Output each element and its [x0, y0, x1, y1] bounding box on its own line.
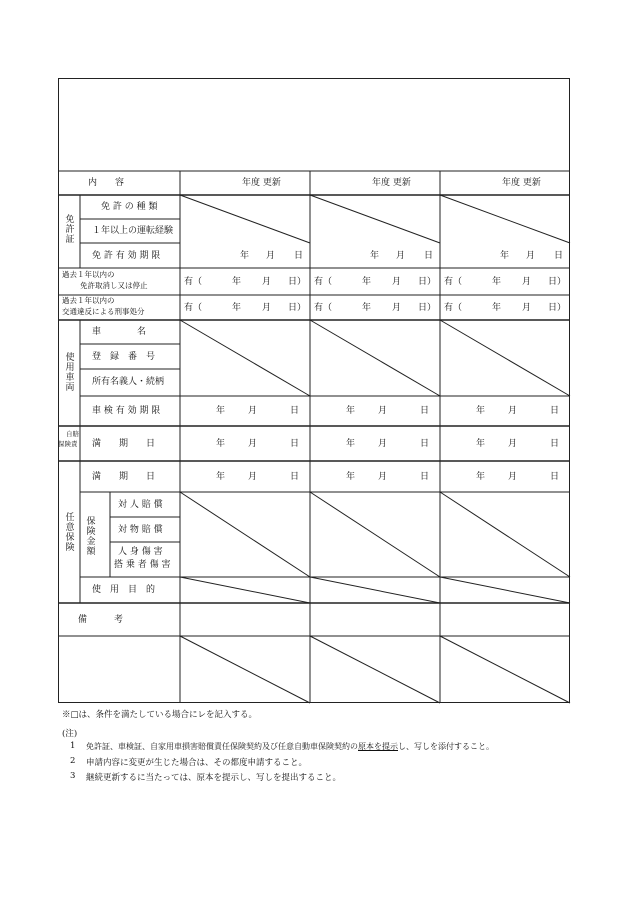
inspection-day-3: 日: [550, 406, 560, 416]
passenger-injury-label: 搭 乗 者 傷 害: [114, 560, 171, 570]
vehicle-group-label: 使用車両: [63, 352, 74, 392]
license-month-2: 月: [396, 251, 406, 261]
compulsory-year-1: 年: [216, 439, 226, 449]
voluntary-insurance-group-label: 任意保険: [63, 512, 74, 552]
violation-entry-1-month: 月: [262, 303, 272, 313]
license-year-1: 年: [240, 251, 250, 261]
voluntary-month-3: 月: [508, 472, 518, 482]
suspension-label-2: 免許取消し又は停止: [80, 281, 148, 290]
year-update-3: 年度 更新: [502, 178, 541, 188]
violation-entry-1-open: 有（: [184, 303, 203, 313]
year-update-1: 年度 更新: [242, 178, 281, 188]
suspension-entry-2-year: 年: [362, 277, 372, 287]
inspection-day-2: 日: [420, 406, 430, 416]
suspension-entry-3-open: 有（: [444, 277, 463, 287]
violation-entry-2-month: 月: [392, 303, 402, 313]
inspection-year-2: 年: [346, 406, 356, 416]
compulsory-day-3: 日: [550, 439, 560, 449]
license-day-1: 日: [294, 251, 304, 261]
year-update-2: 年度 更新: [372, 178, 411, 188]
content-header: 内 容: [88, 178, 125, 188]
license-month-1: 月: [266, 251, 276, 261]
owner-relationship-label: 所有名義人・続柄: [92, 377, 165, 387]
compulsory-insurance-label-2: 保険責: [58, 440, 78, 448]
compulsory-month-3: 月: [508, 439, 518, 449]
compulsory-month-1: 月: [248, 439, 258, 449]
license-month-3: 月: [526, 251, 536, 261]
compulsory-year-2: 年: [346, 439, 356, 449]
inspection-day-1: 日: [290, 406, 300, 416]
suspension-label-1: 過去１年以内の: [62, 270, 115, 279]
license-validity-label: 免 許 有 効 期 限: [92, 251, 161, 261]
note-2-number: 2: [70, 756, 76, 766]
inspection-month-3: 月: [508, 406, 518, 416]
notes-heading: (注): [62, 729, 78, 739]
note-1-number: 1: [70, 741, 76, 751]
compulsory-insurance-label-1: 自賠: [66, 430, 79, 438]
voluntary-month-2: 月: [378, 472, 388, 482]
suspension-entry-1-year: 年: [232, 277, 242, 287]
inspection-year-1: 年: [216, 406, 226, 416]
note-3-text: 継続更新するに当たっては、原本を提示し、写しを提出すること。: [86, 773, 342, 783]
note-2-text: 申請内容に変更が生じた場合は、その都度申請すること。: [86, 758, 308, 768]
violation-entry-1-year: 年: [232, 303, 242, 313]
compulsory-day-1: 日: [290, 439, 300, 449]
suspension-entry-3-year: 年: [492, 277, 502, 287]
license-group-label: 免許証: [63, 214, 74, 244]
license-day-2: 日: [424, 251, 434, 261]
violation-entry-3-month: 月: [522, 303, 532, 313]
suspension-entry-2-day: 日）: [418, 277, 437, 287]
violation-entry-2-year: 年: [362, 303, 372, 313]
voluntary-year-1: 年: [216, 472, 226, 482]
license-year-2: 年: [370, 251, 380, 261]
violation-entry-2-open: 有（: [314, 303, 333, 313]
suspension-entry-1-day: 日）: [288, 277, 307, 287]
voluntary-year-3: 年: [476, 472, 486, 482]
compulsory-expiry-label: 満 期 日: [92, 439, 156, 449]
registration-number-label: 登 録 番 号: [92, 352, 156, 362]
suspension-entry-1-open: 有（: [184, 277, 203, 287]
violation-entry-3-day: 日）: [548, 303, 567, 313]
license-type-label: 免 許 の 種 類: [101, 202, 158, 212]
suspension-entry-2-month: 月: [392, 277, 402, 287]
driving-experience-label: １年以上の運転経験: [92, 226, 174, 236]
violation-entry-3-year: 年: [492, 303, 502, 313]
inspection-month-2: 月: [378, 406, 388, 416]
violation-entry-1-day: 日）: [288, 303, 307, 313]
insurance-amount-label: 保険金額: [84, 516, 95, 556]
voluntary-day-3: 日: [550, 472, 560, 482]
voluntary-expiry-label: 満 期 日: [92, 472, 156, 482]
compulsory-day-2: 日: [420, 439, 430, 449]
property-liability-label: 対 物 賠 償: [118, 525, 163, 535]
inspection-year-3: 年: [476, 406, 486, 416]
voluntary-day-1: 日: [290, 472, 300, 482]
inspection-validity-label: 車 検 有 効 期 限: [92, 406, 161, 416]
voluntary-year-2: 年: [346, 472, 356, 482]
note-3-number: 3: [70, 771, 76, 781]
suspension-entry-2-open: 有（: [314, 277, 333, 287]
personal-injury-label: 人 身 傷 害: [118, 547, 163, 557]
violation-label-1: 過去１年以内の: [62, 296, 115, 305]
license-year-3: 年: [500, 251, 510, 261]
suspension-entry-1-month: 月: [262, 277, 272, 287]
vehicle-name-label: 車 名: [92, 327, 147, 337]
suspension-entry-3-day: 日）: [548, 277, 567, 287]
remarks-label: 備 考: [78, 615, 124, 625]
note-1-text: 免許証、車検証、自家用車損害賠償責任保険契約及び任意自動車保険契約の原本を提示し、写しを添付すること。: [86, 742, 494, 751]
voluntary-month-1: 月: [248, 472, 258, 482]
violation-label-2: 交通違反による刑事処分: [62, 307, 145, 316]
bodily-liability-label: 対 人 賠 償: [118, 500, 163, 510]
voluntary-day-2: 日: [420, 472, 430, 482]
suspension-entry-3-month: 月: [522, 277, 532, 287]
checkbox-note: ※□は、条件を満たしている場合にレを記入する。: [62, 710, 258, 720]
license-day-3: 日: [554, 251, 564, 261]
inspection-month-1: 月: [248, 406, 258, 416]
violation-entry-2-day: 日）: [418, 303, 437, 313]
violation-entry-3-open: 有（: [444, 303, 463, 313]
compulsory-year-3: 年: [476, 439, 486, 449]
purpose-of-use-label: 使 用 目 的: [92, 585, 156, 595]
compulsory-month-2: 月: [378, 439, 388, 449]
